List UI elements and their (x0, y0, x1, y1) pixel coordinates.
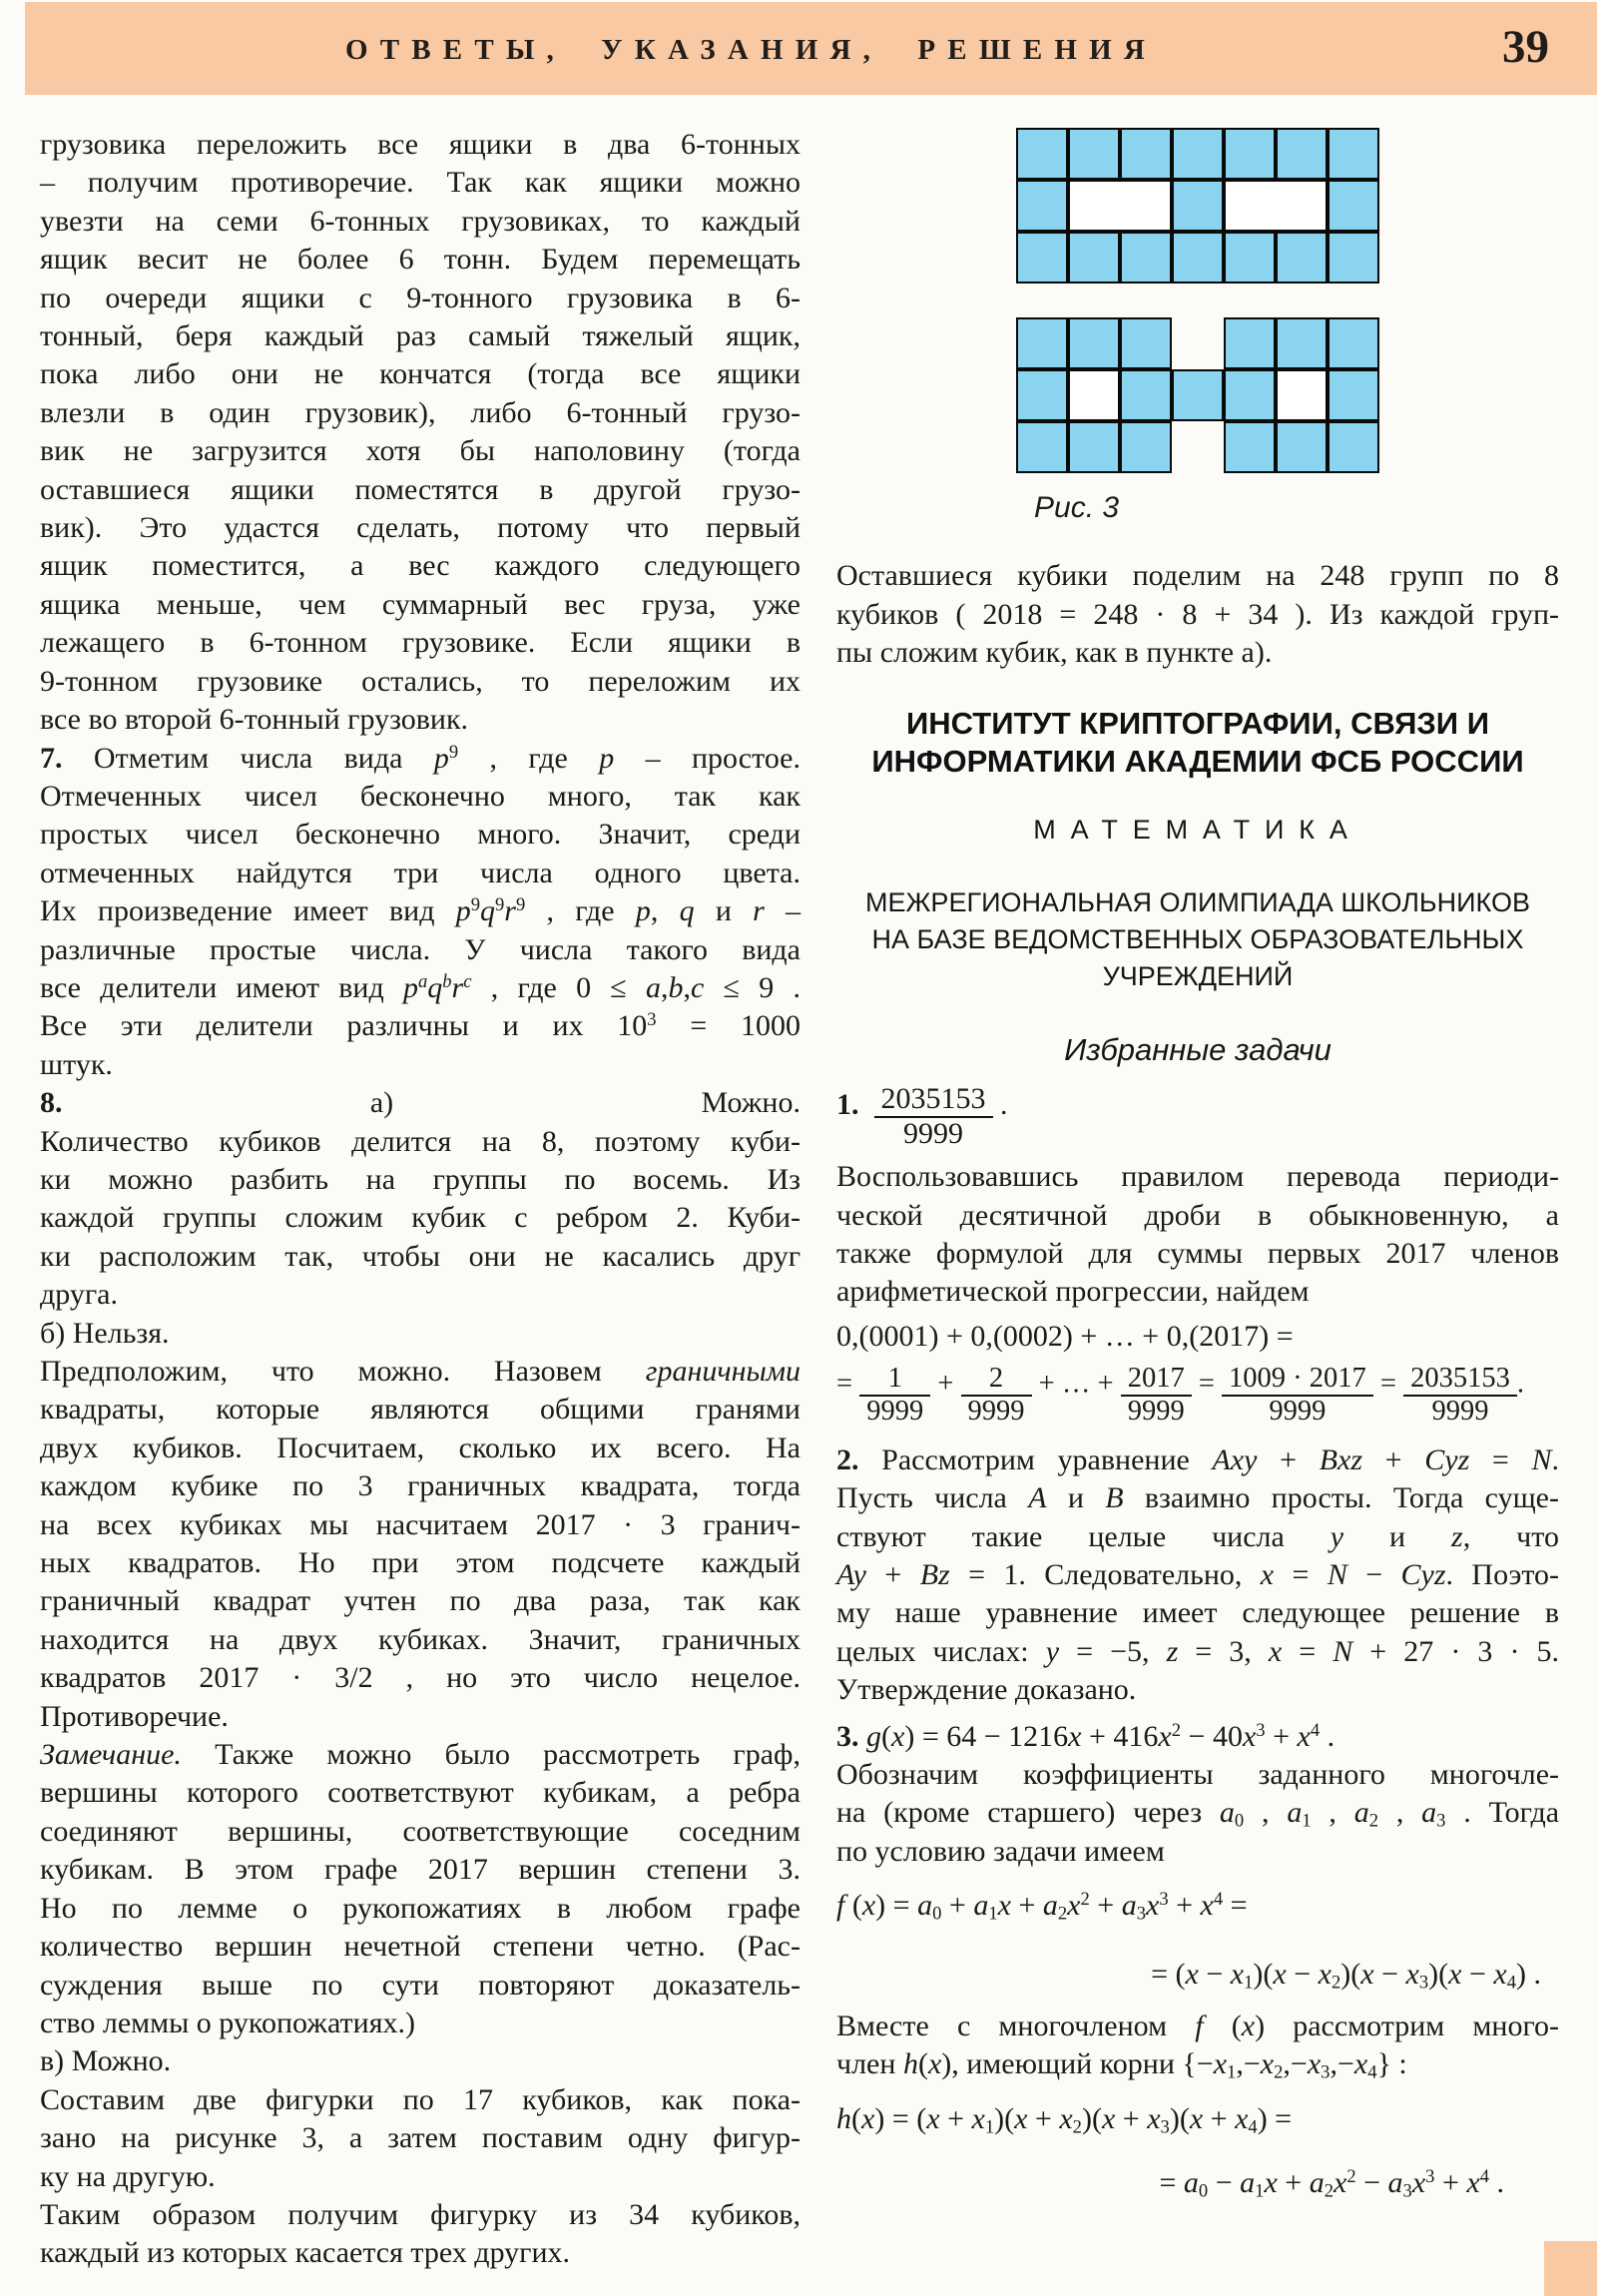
text-line: б) Нельзя. (40, 1316, 170, 1350)
cube-cell (1016, 421, 1068, 473)
problem-8v-final (40, 2196, 800, 2273)
text-line: суждения выше по сути повторяют доказатель- (40, 1968, 800, 2002)
text-line: штук. (40, 1047, 113, 1081)
text-line: Воспользовавшись правилом перевода периоди- (836, 1160, 1559, 1194)
problem-1-paragraph (836, 1158, 1559, 1312)
cube-cell (1068, 317, 1120, 369)
text-line: каждой группы сложим кубик с ребром 2. Куби- (40, 1201, 800, 1235)
olympiad-line-2: НА БАЗЕ ВЕДОМСТВЕННЫХ ОБРАЗОВАТЕЛЬНЫХ (871, 924, 1524, 955)
text-line: грузовика переложить все ящики в два 6-тонных (40, 128, 800, 161)
text-line: целых числах: y = −5, z = 3, x = N + 27 · 3 · 5. (836, 1634, 1560, 1668)
cube-cell (1120, 421, 1172, 473)
cube-cell (1224, 369, 1276, 421)
cube-cell (1016, 317, 1068, 369)
text-line: друга. (40, 1278, 118, 1312)
text-line: Отмеченных чисел бесконечно много, так как (40, 779, 800, 813)
text-line: Пусть числа A и B взаимно просты. Тогда суще- (836, 1481, 1559, 1515)
f-expansion-display: f $(x) = a_0 + a_1x + a_2x^2 + a_3x^3 + x^4$ = (836, 1889, 1248, 1925)
page-number: 39 (1502, 21, 1549, 73)
text-line: по условию задачи имеем (836, 1834, 1165, 1868)
remark-paragraph (40, 1736, 800, 2042)
cube-cell (1328, 232, 1379, 284)
text-line: увезти на семи 6-тонных грузовиках, то каждый (40, 204, 800, 238)
cube-cell (1276, 421, 1328, 473)
text-line: на (кроме старшего) через $a_0$ , $a_1$ , $a_2$ , $a_3$ . Тогда (836, 1796, 1560, 1833)
text-line: квадраты, которые являются общими гранями (40, 1393, 800, 1427)
header-band (25, 2, 1597, 95)
text-line: ящика меньше, чем суммарный вес груза, уже (40, 587, 800, 621)
hole-cell (1120, 180, 1172, 232)
page-title: ОТВЕТЫ, УКАЗАНИЯ, РЕШЕНИЯ (345, 34, 1157, 66)
cube-cell (1276, 232, 1328, 284)
problem-1-display-1: 0,(0001) + 0,(0002) + … + 0,(2017) = (836, 1319, 1294, 1353)
problem-2-paragraph (836, 1441, 1559, 1710)
cube-cell (1068, 232, 1120, 284)
text-line: количество вершин нечетной степени четно. (Рас- (40, 1930, 800, 1964)
text-line: Но по лемме о рукопожатиях в любом графе (40, 1891, 800, 1925)
text-line: находится на двух кубиках. Значит, граничных (40, 1622, 800, 1656)
cube-cell (1120, 369, 1172, 421)
institute-line-2: ИНФОРМАТИКИ АКАДЕМИИ ФСБ РОССИИ (871, 743, 1524, 779)
text-line: Таким образом получим фигурку из 34 кубиков, (40, 2197, 800, 2231)
f-factored-display: = $(x - x_1)(x - x_2)(x - x_3)(x - x_4)$ . (1151, 1957, 1541, 1994)
figure-bottom-shape (1016, 317, 1379, 473)
after-figure-paragraph (836, 557, 1559, 672)
text-line: – получим противоречие. Так как ящики можно (40, 166, 800, 200)
olympiad-heading (836, 884, 1559, 995)
text-line: также формулой для суммы первых 2017 членов (836, 1237, 1559, 1271)
text-line: кубиков ( 2018 = 248 · 8 + 34 ). Из каждой груп- (836, 597, 1559, 631)
olympiad-line-3: УЧРЕЖДЕНИЙ (1102, 961, 1294, 992)
text-line: Утверждение доказано. (836, 1673, 1137, 1707)
text-line: пы сложим кубик, как в пункте а). (836, 636, 1273, 670)
cube-cell (1224, 232, 1276, 284)
text-line: Противоречие. (40, 1699, 229, 1733)
problem-1-display-2: = $\frac{1}{9999}$ + $\frac{2}{9999}$ + … + $\frac{2017}{9999}$ = $\frac{1009 \cdot 2017}{9999}$ = $\frac{2035153}{9999}$ . (836, 1363, 1524, 1428)
text-line: ящик весит не более 6 тонн. Будем перемещать (40, 243, 800, 277)
text-line: все во второй 6-тонный грузовик. (40, 703, 469, 737)
text-line: простых чисел бесконечно много. Значит, среди (40, 818, 800, 852)
cube-cell (1328, 421, 1379, 473)
text-line: вик не загрузится хотя бы наполовину (тогда (40, 434, 800, 468)
text-line: ящик поместится, а вес каждого следующего (40, 549, 800, 583)
page-corner-decoration (1544, 2241, 1597, 2296)
empty-cell (1172, 317, 1224, 369)
text-line: каждый из которых касается трех других. (40, 2236, 571, 2270)
right-column (836, 118, 1559, 2203)
text-line: ки расположим так, чтобы они не касались друг (40, 1239, 800, 1273)
problem-1-statement: 1. $\frac{2035153}{9999}$ . (836, 1082, 1008, 1150)
problem-3-statement (836, 1718, 1559, 1756)
cube-cell (1016, 180, 1068, 232)
text-line: все делители имеют вид $p^aq^br^c$ , где 0 ≤ a,b,c ≤ 9 . (40, 970, 800, 1004)
text-line: Все эти делители различны и их $10^3 = 1000$ (40, 1009, 801, 1043)
text-line: Оставшиеся кубики поделим на 248 групп по 8 (836, 559, 1559, 593)
h-factored-display: $h(x) = (x + x_1)(x + x_2)(x + x_3)(x + x_4)$ = (836, 2101, 1293, 2138)
cube-cell (1016, 369, 1068, 421)
cube-cell (1328, 128, 1379, 180)
figure-caption: Рис. 3 (1034, 491, 1120, 524)
h-expansion-display: = $a_0 - a_1x + a_2x^2 - a_3x^3 + x^4$ . (1159, 2166, 1504, 2202)
text-line: граничный квадрат учтен по два раза, так как (40, 1584, 800, 1618)
cube-cell (1328, 317, 1379, 369)
text-line: 8. а) Можно. (40, 1086, 800, 1120)
text-line: двух кубиков. Посчитаем, сколько их всего. На (40, 1431, 800, 1464)
cube-cell (1120, 232, 1172, 284)
text-line: влезли в один грузовик), либо 6-тонный грузо- (40, 395, 800, 429)
cube-cell (1120, 317, 1172, 369)
cube-cell (1016, 232, 1068, 284)
cube-cell (1172, 128, 1224, 180)
cube-cell (1328, 180, 1379, 232)
cube-cell (1328, 369, 1379, 421)
text-line: ных квадратов. Но при этом подсчете каждый (40, 1546, 800, 1580)
text-line: Составим две фигурки по 17 кубиков, как пока- (40, 2082, 800, 2116)
subject-heading: МАТЕМАТИКА (1033, 814, 1362, 845)
cube-cell (1224, 128, 1276, 180)
problem-8v-paragraph (40, 2081, 800, 2196)
text-line: 9-тонном грузовике остались, то переложим их (40, 664, 800, 698)
text-line: 2. Рассмотрим уравнение Axy + Bxz + Cyz = N. (836, 1442, 1559, 1476)
problem-8a (40, 1084, 800, 1314)
text-line: Ay + Bz = 1. Следовательно, x = N − Cyz. Поэто- (836, 1558, 1560, 1591)
cube-cell (1016, 128, 1068, 180)
text-line: Вместе с многочленом f (x) рассмотрим много- (836, 2009, 1559, 2043)
text-line: Предположим, что можно. Назовем граничными (40, 1355, 800, 1388)
figure-bottom-grid (1016, 317, 1379, 473)
text-line: различные простые числа. У числа такого вида (40, 932, 800, 966)
olympiad-line-1: МЕЖРЕГИОНАЛЬНАЯ ОЛИМПИАДА ШКОЛЬНИКОВ (865, 887, 1530, 918)
text-line: вершины которого соответствуют кубикам, а ребра (40, 1776, 800, 1810)
hole-cell (1068, 180, 1120, 232)
text-line: на всех кубиках мы насчитаем 2017 · 3 гранич- (40, 1507, 800, 1541)
hole-cell (1224, 180, 1276, 232)
text-line: ствуют такие целые числа y и z, что (836, 1519, 1559, 1553)
text-line: ство леммы о рукопожатиях.) (40, 2006, 415, 2039)
cube-cell (1172, 232, 1224, 284)
selected-problems-title: Избранные задачи (1064, 1032, 1331, 1068)
cube-cell (1172, 369, 1224, 421)
hole-cell (1276, 369, 1328, 421)
left-column (40, 118, 800, 2273)
institute-heading (836, 705, 1559, 781)
cube-cell (1120, 128, 1172, 180)
text-line: отмеченных найдутся три числа одного цвета. (40, 856, 800, 889)
cube-cell (1068, 421, 1120, 473)
text-line: по очереди ящики с 9-тонного грузовика в 6- (40, 281, 800, 314)
text-line: му наше уравнение имеет следующее решение в (836, 1596, 1559, 1630)
paragraph-trucks (40, 126, 800, 740)
text-line: Количество кубиков делится на 8, поэтому куби- (40, 1124, 800, 1158)
text-line: каждом кубике по 3 граничных квадрата, тогда (40, 1469, 800, 1503)
text-line: в) Можно. (40, 2044, 172, 2078)
cube-cell (1224, 317, 1276, 369)
text-line: 7. Отметим числа вида $p^9$ , где p – простое. (40, 741, 800, 775)
text-line: зано на рисунке 3, а затем поставим одну фигур- (40, 2121, 800, 2155)
text-line: соединяют вершины, соответствующие соседним (40, 1814, 800, 1848)
text-line: арифметической прогрессии, найдем (836, 1275, 1310, 1309)
text-line: лежащего в 6-тонном грузовике. Если ящики в (40, 626, 800, 660)
text-line: квадратов 2017 · 3/2 , но это число нецелое. (40, 1661, 800, 1695)
text-line: ки можно разбить на группы по восемь. Из (40, 1162, 800, 1196)
hole-cell (1068, 369, 1120, 421)
text-line: кубикам. В этом графе 2017 вершин степени 3. (40, 1853, 800, 1887)
h-paragraph (836, 2008, 1559, 2084)
text-line: 3. $g(x) = 64 - 1216x + 416x^2 - 40x^3 + x^4$ . (836, 1719, 1335, 1753)
cube-cell (1276, 317, 1328, 369)
cube-cell (1068, 128, 1120, 180)
figure-top-shape (1016, 128, 1379, 284)
problem-3-paragraph (836, 1756, 1559, 1871)
text-line: оставшиеся ящики поместятся в другой грузо- (40, 472, 800, 506)
text-line: ческой десятичной дроби в обыкновенную, а (836, 1198, 1559, 1232)
problem-7 (40, 740, 800, 1085)
text-line: ку на другую. (40, 2159, 216, 2193)
hole-cell (1276, 180, 1328, 232)
problem-8b-proof (40, 1353, 800, 1736)
institute-line-1: ИНСТИТУТ КРИПТОГРАФИИ, СВЯЗИ И (906, 705, 1489, 741)
cube-cell (1224, 421, 1276, 473)
text-line: пока либо они не кончатся (тогда все ящики (40, 357, 800, 391)
text-line: Обозначим коэффициенты заданного многочле- (836, 1758, 1559, 1792)
problem-8b-label (40, 1315, 800, 1353)
problem-8v-label (40, 2042, 800, 2080)
cube-cell (1276, 128, 1328, 180)
text-line: Замечание. Также можно было рассмотреть граф, (40, 1738, 800, 1772)
cube-cell (1172, 180, 1224, 232)
text-line: член h(x), имеющий корни $\{-x_1,-x_2,-x_3,-x_4\}$ : (836, 2047, 1407, 2084)
figure-top-grid (1016, 128, 1379, 284)
text-line: вик). Это удастся сделать, потому что первый (40, 511, 800, 545)
text-line: Их произведение имеет вид $p^9q^9r^9$ , где p, q и r – (40, 893, 801, 928)
text-line: тонный, беря каждый раз самый тяжелый ящик, (40, 319, 800, 353)
empty-cell (1172, 421, 1224, 473)
